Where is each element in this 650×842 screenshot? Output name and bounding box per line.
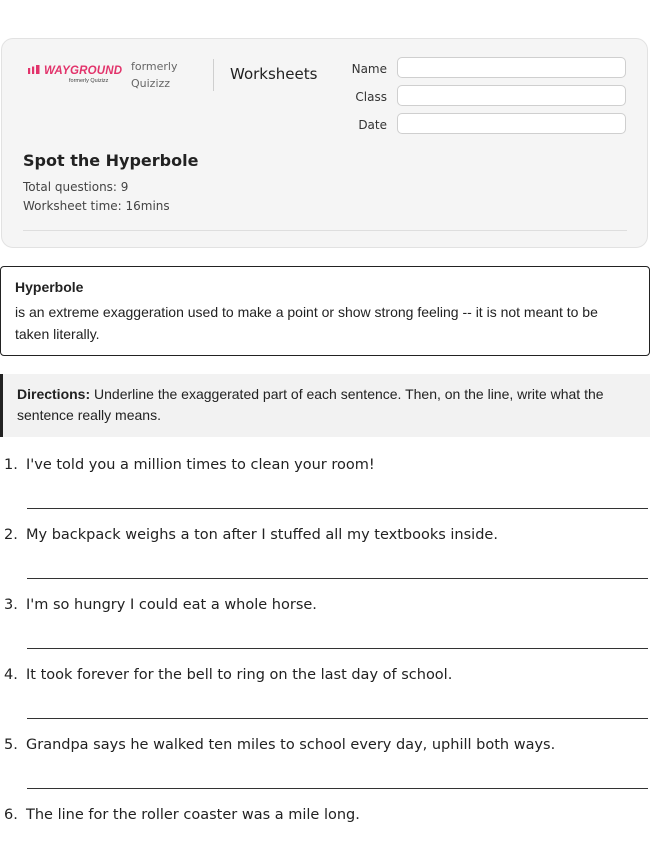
question-number: 3. <box>4 597 18 613</box>
logo-subtitle: formerly Quizizz <box>69 78 109 84</box>
class-label: Class <box>355 90 387 104</box>
definition-text: is an extreme exaggeration used to make a point or show strong feeling -- it is not meant to be taken literally. <box>15 304 598 342</box>
formerly-line-2: Quizizz <box>131 77 171 90</box>
worksheet-time: Worksheet time: 16mins <box>23 199 170 213</box>
formerly-line-1: formerly <box>131 60 178 73</box>
definition-title: Hyperbole <box>15 279 84 295</box>
header-divider <box>213 59 214 91</box>
question-item <box>4 597 317 613</box>
question-item <box>4 807 360 823</box>
answer-line[interactable] <box>27 718 648 719</box>
answer-line[interactable] <box>27 578 648 579</box>
directions-box <box>0 374 650 437</box>
worksheet-title: Spot the Hyperbole <box>23 151 199 170</box>
date-label: Date <box>358 118 387 132</box>
question-text: Grandpa says he walked ten miles to school every day, uphill both ways. <box>26 737 556 753</box>
question-text: My backpack weighs a ton after I stuffed all my textbooks inside. <box>26 527 498 543</box>
header-bottom-divider <box>23 230 627 231</box>
question-item <box>4 737 555 753</box>
question-number: 5. <box>4 737 18 753</box>
class-field[interactable] <box>397 85 626 106</box>
wayground-logo <box>28 64 123 88</box>
brand-worksheets: Worksheets <box>230 65 318 83</box>
name-label: Name <box>351 62 387 76</box>
directions-text: Underline the exaggerated part of each sentence. Then, on the line, write what the sentence really means. <box>17 386 604 423</box>
question-item <box>4 457 375 473</box>
question-text: The line for the roller coaster was a mile long. <box>26 807 360 823</box>
logo-bars-icon <box>28 65 42 74</box>
question-item <box>4 527 498 543</box>
date-field[interactable] <box>397 113 626 134</box>
logo-wordmark: WAYGROUND <box>44 65 123 77</box>
formerly-label <box>131 58 178 92</box>
name-field[interactable] <box>397 57 626 78</box>
question-number: 4. <box>4 667 18 683</box>
question-text: I've told you a million times to clean your room! <box>26 457 375 473</box>
question-item <box>4 667 452 683</box>
question-number: 1. <box>4 457 18 473</box>
question-text: I'm so hungry I could eat a whole horse. <box>26 597 317 613</box>
answer-line[interactable] <box>27 648 648 649</box>
question-number: 2. <box>4 527 18 543</box>
directions-label: Directions: <box>17 386 91 402</box>
answer-line[interactable] <box>27 508 648 509</box>
answer-line[interactable] <box>27 788 648 789</box>
question-number: 6. <box>4 807 18 823</box>
question-text: It took forever for the bell to ring on the last day of school. <box>26 667 453 683</box>
total-questions: Total questions: 9 <box>23 180 129 194</box>
definition-box <box>0 266 650 356</box>
